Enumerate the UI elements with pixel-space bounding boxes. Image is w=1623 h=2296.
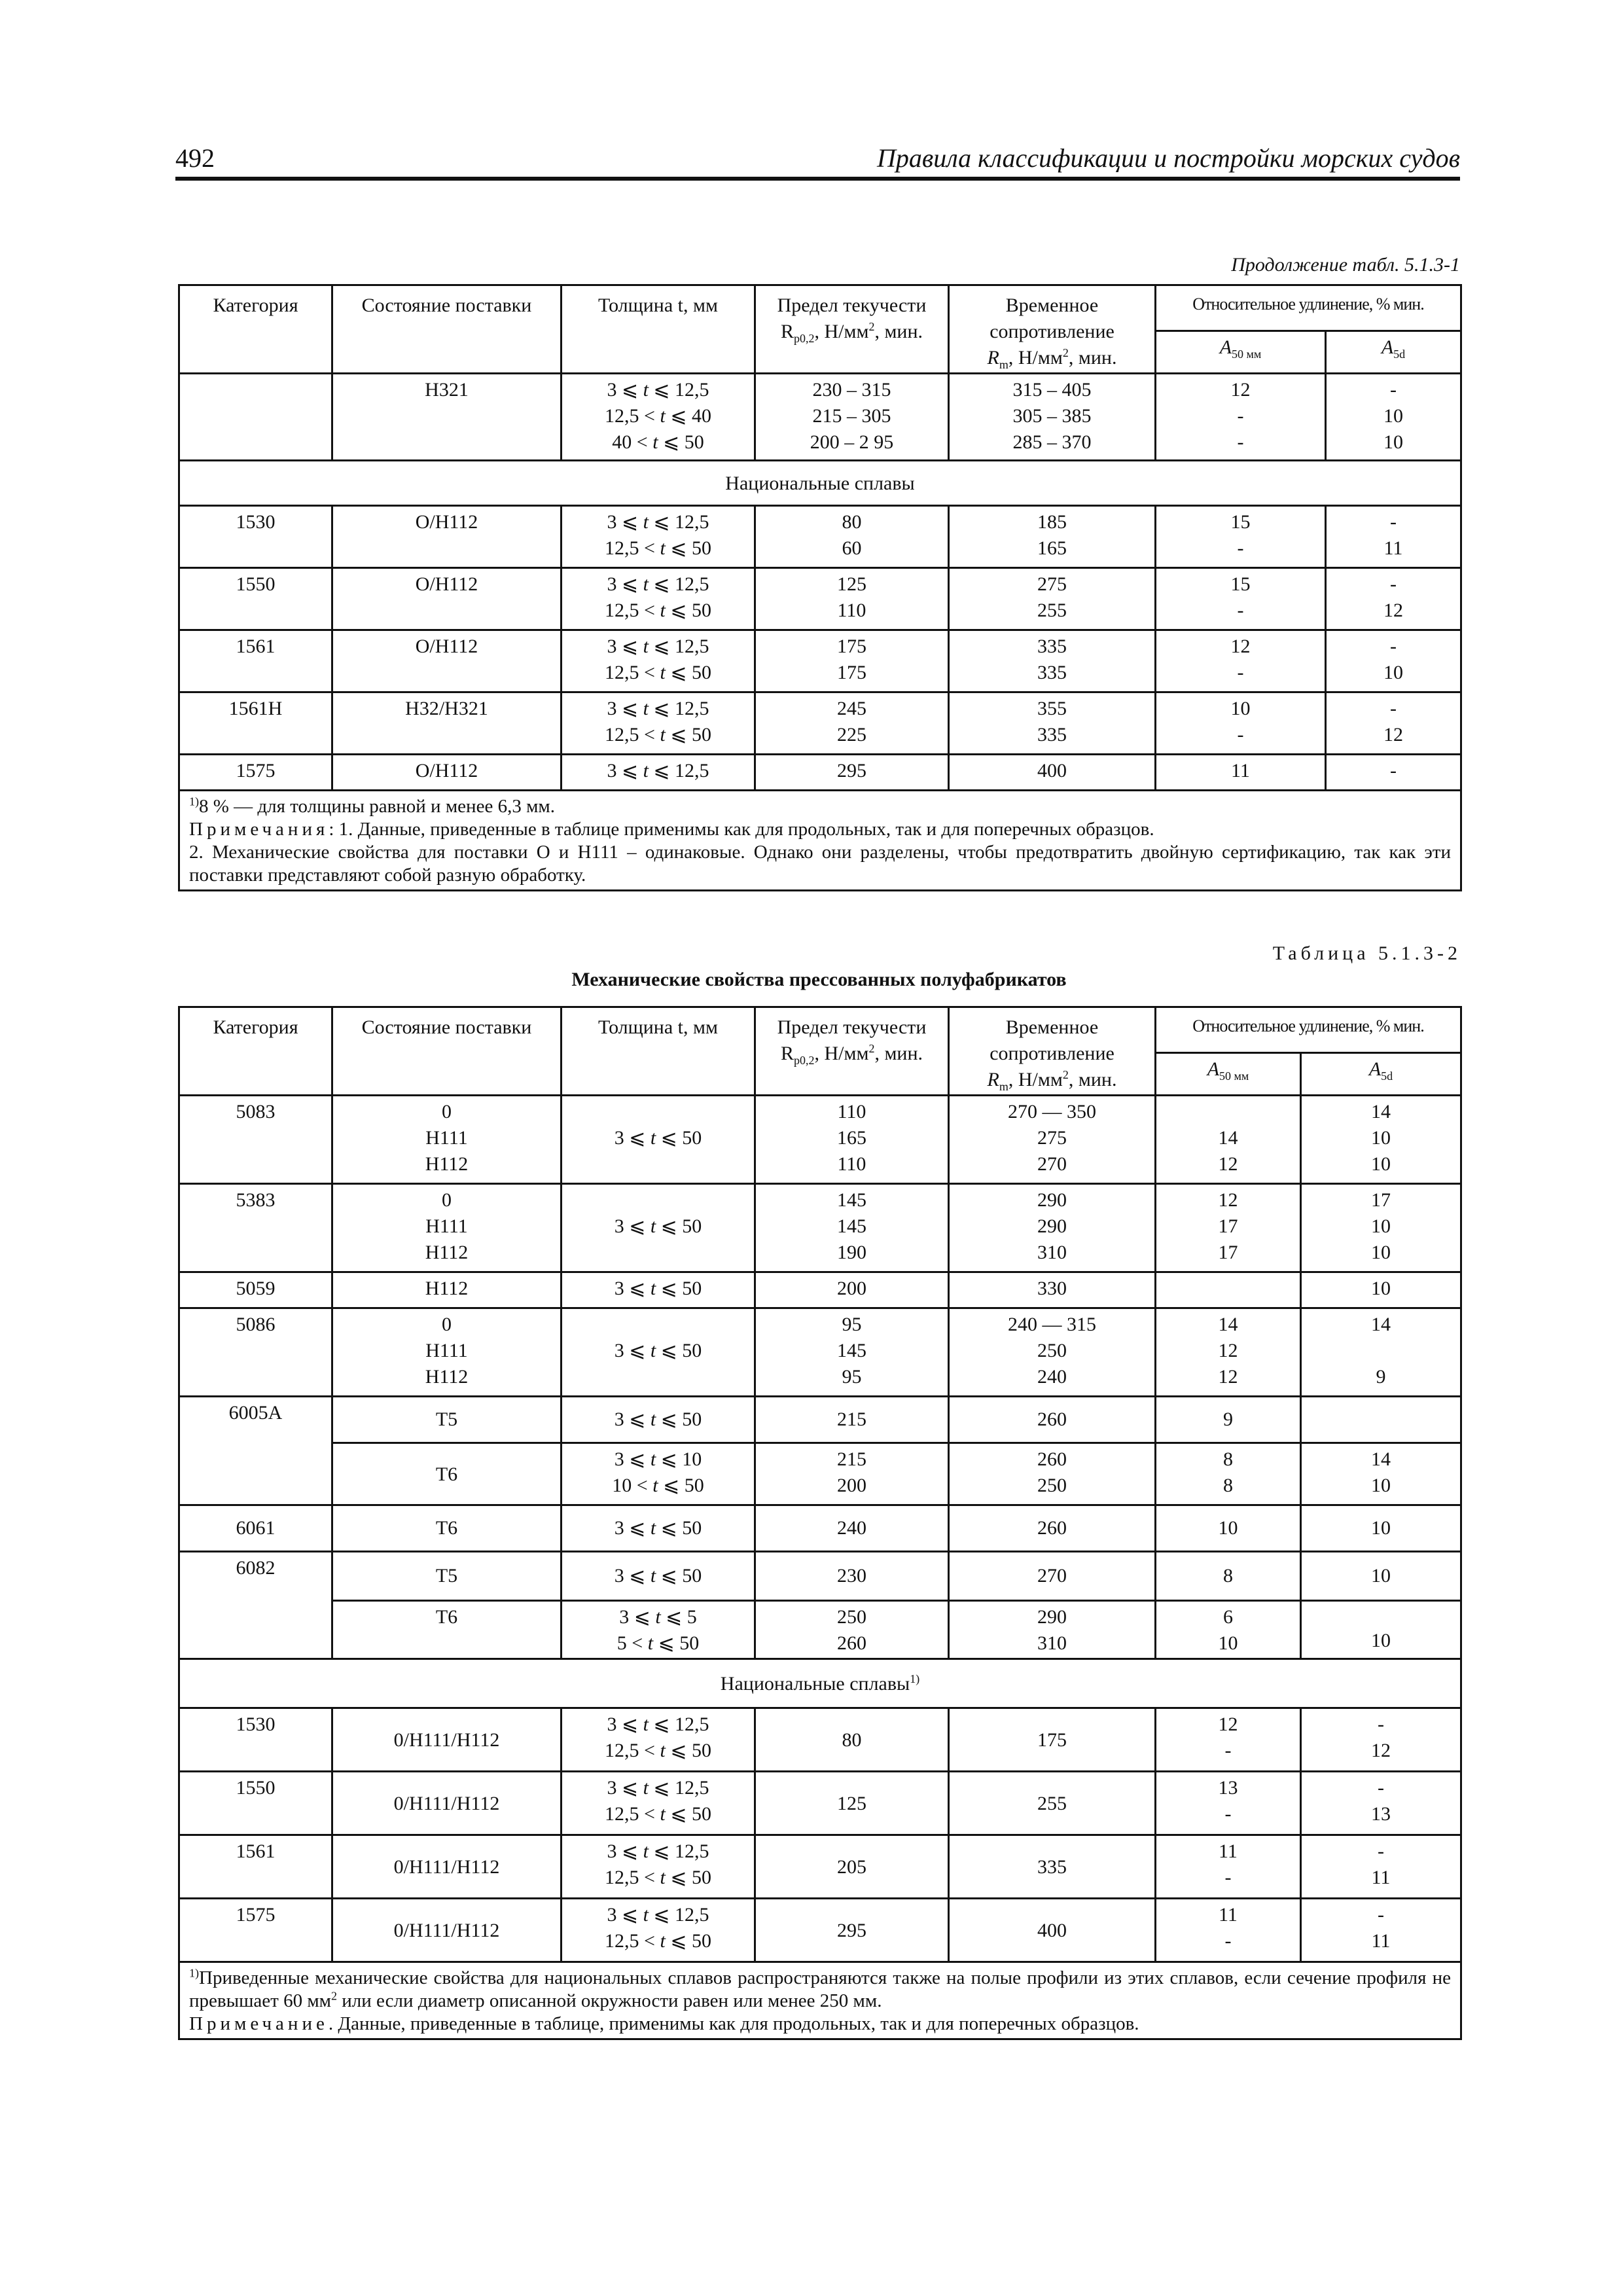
category-cell: 5383 xyxy=(179,1184,332,1272)
tensile-cell: 175 xyxy=(949,1708,1156,1772)
yield-cell: 295 xyxy=(755,1899,949,1962)
category-cell: 5059 xyxy=(179,1272,332,1308)
table1-note2: 2. Механические свойства для поставки О и Н111 – одинаковые. Однако они разделены, чтобы предотвратить двойную сертификацию, так как эти поставки представляют собой разную обработку. xyxy=(189,842,1451,886)
category-cell: 5083 xyxy=(179,1096,332,1184)
thickness-cell: 3 ⩽ t ⩽ 12,5 12,5 < t ⩽ 50 xyxy=(562,1708,755,1772)
table2-note-label: Примечание xyxy=(189,2013,329,2034)
tensile-cell: 260 xyxy=(949,1505,1156,1552)
table-5-1-3-1-continued xyxy=(178,284,1462,891)
a50-cell: 8 xyxy=(1156,1552,1301,1601)
state-cell: T6 xyxy=(332,1443,562,1505)
a50-cell: 15 - xyxy=(1156,568,1326,630)
table-row xyxy=(179,692,1461,755)
col-thickness: Толщина t, мм xyxy=(562,1007,755,1096)
a50-cell: 10 xyxy=(1156,1505,1301,1552)
a50-cell: 12 17 17 xyxy=(1156,1184,1301,1272)
thickness-cell: 3 ⩽ t ⩽ 12,5 xyxy=(562,755,755,791)
table-row-6005a-t6 xyxy=(179,1443,1461,1505)
yield-cell: 175 175 xyxy=(755,630,949,692)
tensile-cell: 185 165 xyxy=(949,506,1156,568)
a50-cell xyxy=(1156,1272,1301,1308)
thickness-cell: 3 ⩽ t ⩽ 12,5 12,5 < t ⩽ 50 xyxy=(562,1835,755,1899)
thickness-cell: 3 ⩽ t ⩽ 12,5 12,5 < t ⩽ 50 xyxy=(562,568,755,630)
table-row xyxy=(179,1184,1461,1272)
a50-cell: 14 12 12 xyxy=(1156,1308,1301,1397)
col-thickness: Толщина t, мм xyxy=(562,285,755,374)
table1-notes-row xyxy=(179,791,1461,891)
thickness-cell: 3 ⩽ t ⩽ 50 xyxy=(562,1308,755,1397)
tensile-cell: 335 335 xyxy=(949,630,1156,692)
a5d-cell: - 12 xyxy=(1326,692,1461,755)
section-heading: Национальные сплавы xyxy=(179,461,1461,506)
thickness-cell: 3 ⩽ t ⩽ 12,5 12,5 < t ⩽ 50 xyxy=(562,630,755,692)
section-row xyxy=(179,1659,1461,1708)
yield-cell: 240 xyxy=(755,1505,949,1552)
table1-continuation-label: Продолжение табл. 5.1.3-1 xyxy=(1231,254,1460,276)
col-elongation: Относительное удлинение, % мин. xyxy=(1156,1007,1461,1053)
thickness-cell: 3 ⩽ t ⩽ 10 10 < t ⩽ 50 xyxy=(562,1443,755,1505)
table2-footnote: Приведенные механические свойства для национальных сплавов распространяются также на полые профили из этих сплавов, если сечение профиля не превышает 60 мм xyxy=(189,1967,1451,2011)
thickness-cell: 3 ⩽ t ⩽ 12,5 12,5 < t ⩽ 50 xyxy=(562,692,755,755)
col-category: Категория xyxy=(179,1007,332,1096)
a5d-cell: - xyxy=(1326,755,1461,791)
tensile-cell: 270 — 350 275 270 xyxy=(949,1096,1156,1184)
table1-notes: $^{1)}$8 % — для толщины равной и менее 6,3 мм. Примечания: 1. Данные, приведенные в таблице применимы как для продольных, так и для поперечных образцов. 2. Механические свойства для поставки О и Н111 – одинаковые. Однако они разделены, чтобы предотвратить двойную сертификацию, так как эти поставки представляют собой разную обработку. xyxy=(179,791,1461,891)
table-row xyxy=(179,1835,1461,1899)
table-row xyxy=(179,1708,1461,1772)
a5d-cell: - 12 xyxy=(1326,568,1461,630)
table-row xyxy=(179,755,1461,791)
table-row-6082-t6 xyxy=(179,1601,1461,1659)
table-row xyxy=(179,630,1461,692)
a5d-cell: 14 9 xyxy=(1301,1308,1461,1397)
a5d-cell xyxy=(1301,1397,1461,1443)
state-cell: O/H112 xyxy=(332,755,562,791)
table-row xyxy=(179,1899,1461,1962)
col-state: Состояние поставки xyxy=(332,1007,562,1096)
yield-cell: 145 145 190 xyxy=(755,1184,949,1272)
a5d-cell: - 11 xyxy=(1326,506,1461,568)
col-yield: Предел текучести $R_{p0,2}$, $Н/мм^2$, мин. xyxy=(755,285,949,374)
state-cell: 0 H111 H112 xyxy=(332,1096,562,1184)
a5d-cell: - 11 xyxy=(1301,1835,1461,1899)
header-row xyxy=(179,1007,1461,1053)
a5d-cell: 14 10 xyxy=(1301,1443,1461,1505)
category-cell: 1550 xyxy=(179,1772,332,1835)
a5d-cell: - 10 xyxy=(1326,630,1461,692)
col-elongation: Относительное удлинение, % мин. xyxy=(1156,285,1461,331)
header-row xyxy=(179,285,1461,331)
table-row xyxy=(179,1096,1461,1184)
yield-cell: 200 xyxy=(755,1272,949,1308)
a50-cell: 8 8 xyxy=(1156,1443,1301,1505)
tensile-cell: 355 335 xyxy=(949,692,1156,755)
tensile-cell: 335 xyxy=(949,1835,1156,1899)
yield-cell: 250 260 xyxy=(755,1601,949,1659)
a50-cell: 14 12 xyxy=(1156,1096,1301,1184)
yield-cell: 215 200 xyxy=(755,1443,949,1505)
table-row-6082-t5 xyxy=(179,1552,1461,1601)
state-cell: T5 xyxy=(332,1552,562,1601)
table1-note1: : 1. Данные, приведенные в таблице применимы как для продольных, так и для поперечных образцов. xyxy=(329,819,1154,840)
state-cell: 0/H111/H112 xyxy=(332,1835,562,1899)
state-cell: H321 xyxy=(332,374,562,461)
thickness-cell: 3 ⩽ t ⩽ 5 5 < t ⩽ 50 xyxy=(562,1601,755,1659)
table1-footnote: 8 % — для толщины равной и менее 6,3 мм. xyxy=(199,796,556,817)
a50-cell: 12 - xyxy=(1156,1708,1301,1772)
table2-note: . Данные, приведенные в таблице, применимы как для продольных, так и для поперечных образцов. xyxy=(328,2013,1139,2034)
col-a5d: $A_{5d}$ xyxy=(1326,331,1461,374)
yield-cell: 205 xyxy=(755,1835,949,1899)
col-a5d: $A_{5d}$ xyxy=(1301,1053,1461,1096)
table2-title: Механические свойства прессованных полуфабрикатов xyxy=(571,969,1067,990)
tensile-cell: 290 290 310 xyxy=(949,1184,1156,1272)
tensile-cell: 240 — 315 250 240 xyxy=(949,1308,1156,1397)
category-cell: 5086 xyxy=(179,1308,332,1397)
a50-cell: 10 - xyxy=(1156,692,1326,755)
thickness-cell: 3 ⩽ t ⩽ 50 xyxy=(562,1505,755,1552)
yield-cell: 80 xyxy=(755,1708,949,1772)
table2-notes: $^{1)}$Приведенные механические свойства для национальных сплавов распространяются также на полые профили из этих сплавов, если сечение профиля не превышает 60 $мм^2$ или если диаметр описанной окружности равен или менее 250 мм. Примечание. Данные, приведенные в таблице, применимы как для продольных, так и для поперечных образцов. xyxy=(179,1962,1461,2039)
state-cell: 0 H111 H112 xyxy=(332,1308,562,1397)
col-tensile: Временное сопротивление $R_m$, $Н/мм^2$, мин. xyxy=(949,285,1156,374)
yield-cell: 125 110 xyxy=(755,568,949,630)
a50-cell: 12 - - xyxy=(1156,374,1326,461)
running-title: Правила классификации и постройки морских судов xyxy=(876,143,1460,173)
table-row-6005a-t5 xyxy=(179,1397,1461,1443)
col-state xyxy=(332,285,562,374)
a5d-cell: - 13 xyxy=(1301,1772,1461,1835)
a5d-cell: - 10 10 xyxy=(1326,374,1461,461)
state-cell: O/H112 xyxy=(332,568,562,630)
state-cell: T6 xyxy=(332,1505,562,1552)
a5d-cell: 10 xyxy=(1301,1505,1461,1552)
thickness-cell: 3 ⩽ t ⩽ 50 xyxy=(562,1184,755,1272)
category-cell: 1530 xyxy=(179,506,332,568)
tensile-cell: 400 xyxy=(949,755,1156,791)
yield-cell: 245 225 xyxy=(755,692,949,755)
tensile-cell: 255 xyxy=(949,1772,1156,1835)
a5d-cell: 10 xyxy=(1301,1601,1461,1659)
yield-cell: 215 xyxy=(755,1397,949,1443)
yield-cell: 95 145 95 xyxy=(755,1308,949,1397)
a50-cell: 12 - xyxy=(1156,630,1326,692)
state-cell: 0/H111/H112 xyxy=(332,1772,562,1835)
state-cell: O/H112 xyxy=(332,506,562,568)
thickness-cell: 3 ⩽ t ⩽ 50 xyxy=(562,1397,755,1443)
page-number: 492 xyxy=(175,143,215,173)
tensile-cell: 315 – 405 305 – 385 285 – 370 xyxy=(949,374,1156,461)
table-row xyxy=(179,1272,1461,1308)
table-row xyxy=(179,1308,1461,1397)
tensile-cell: 330 xyxy=(949,1272,1156,1308)
yield-cell: 125 xyxy=(755,1772,949,1835)
category-cell: 1550 xyxy=(179,568,332,630)
col-state-label: Состояние поставки xyxy=(361,295,532,316)
col-a50: $A_{50 мм}$ xyxy=(1156,331,1326,374)
tensile-cell: 270 xyxy=(949,1552,1156,1601)
state-cell: T5 xyxy=(332,1397,562,1443)
category-cell: 1530 xyxy=(179,1708,332,1772)
category-cell: 1561Н xyxy=(179,692,332,755)
state-cell: 0/H111/H112 xyxy=(332,1899,562,1962)
table1-note-label: Примечания xyxy=(189,819,329,840)
section-heading: Национальные сплавы$^{1)}$ xyxy=(179,1659,1461,1708)
table-row xyxy=(179,568,1461,630)
tensile-cell: 400 xyxy=(949,1899,1156,1962)
table2-notes-row xyxy=(179,1962,1461,2039)
col-tensile: Временное сопротивление $R_m$, $Н/мм^2$, мин. xyxy=(949,1007,1156,1096)
a5d-cell: 17 10 10 xyxy=(1301,1184,1461,1272)
table-row xyxy=(179,506,1461,568)
thickness-cell: 3 ⩽ t ⩽ 12,5 12,5 < t ⩽ 50 xyxy=(562,1772,755,1835)
a5d-cell: - 12 xyxy=(1301,1708,1461,1772)
tensile-cell: 260 xyxy=(949,1397,1156,1443)
a5d-cell: - 11 xyxy=(1301,1899,1461,1962)
yield-cell: 110 165 110 xyxy=(755,1096,949,1184)
table-5-1-3-2 xyxy=(178,1006,1462,2040)
yield-cell: 80 60 xyxy=(755,506,949,568)
a50-cell: 6 10 xyxy=(1156,1601,1301,1659)
state-cell: 0 H111 H112 xyxy=(332,1184,562,1272)
thickness-cell: 3 ⩽ t ⩽ 50 xyxy=(562,1272,755,1308)
state-cell: O/H112 xyxy=(332,630,562,692)
category-cell: 6005A xyxy=(179,1397,332,1505)
thickness-cell: 3 ⩽ t ⩽ 12,5 12,5 < t ⩽ 40 40 < t ⩽ 50 xyxy=(562,374,755,461)
state-cell: H32/H321 xyxy=(332,692,562,755)
thickness-cell: 3 ⩽ t ⩽ 50 xyxy=(562,1096,755,1184)
category-cell: 6061 xyxy=(179,1505,332,1552)
yield-cell: 295 xyxy=(755,755,949,791)
a50-cell: 9 xyxy=(1156,1397,1301,1443)
page-header xyxy=(175,143,1460,181)
col-category: Категория xyxy=(179,285,332,374)
category-cell xyxy=(179,374,332,461)
a5d-cell: 14 10 10 xyxy=(1301,1096,1461,1184)
state-cell: 0/H111/H112 xyxy=(332,1708,562,1772)
col-a50: $A_{50 мм}$ xyxy=(1156,1053,1301,1096)
tensile-cell: 275 255 xyxy=(949,568,1156,630)
col-yield: Предел текучести $R_{p0,2}$, $Н/мм^2$, мин. xyxy=(755,1007,949,1096)
category-cell: 1575 xyxy=(179,1899,332,1962)
category-cell: 1561 xyxy=(179,1835,332,1899)
a50-cell: 11 - xyxy=(1156,1899,1301,1962)
category-cell: 1575 xyxy=(179,755,332,791)
a50-cell: 11 - xyxy=(1156,1835,1301,1899)
table-row xyxy=(179,374,1461,461)
yield-cell: 230 xyxy=(755,1552,949,1601)
tensile-cell: 290 310 xyxy=(949,1601,1156,1659)
state-cell: H112 xyxy=(332,1272,562,1308)
thickness-cell: 3 ⩽ t ⩽ 12,5 12,5 < t ⩽ 50 xyxy=(562,506,755,568)
a5d-cell: 10 xyxy=(1301,1552,1461,1601)
header-rule xyxy=(175,177,1460,181)
yield-cell: 230 – 315 215 – 305 200 – 2 95 xyxy=(755,374,949,461)
a50-cell: 13 - xyxy=(1156,1772,1301,1835)
section-row xyxy=(179,461,1461,506)
a50-cell: 11 xyxy=(1156,755,1326,791)
thickness-cell: 3 ⩽ t ⩽ 50 xyxy=(562,1552,755,1601)
category-cell: 6082 xyxy=(179,1552,332,1659)
state-cell: T6 xyxy=(332,1601,562,1659)
thickness-cell: 3 ⩽ t ⩽ 12,5 12,5 < t ⩽ 50 xyxy=(562,1899,755,1962)
table-row-6061 xyxy=(179,1505,1461,1552)
table-row xyxy=(179,1772,1461,1835)
table2-label: Таблица 5.1.3-2 xyxy=(1272,942,1461,964)
category-cell: 1561 xyxy=(179,630,332,692)
a5d-cell: 10 xyxy=(1301,1272,1461,1308)
a50-cell: 15 - xyxy=(1156,506,1326,568)
tensile-cell: 260 250 xyxy=(949,1443,1156,1505)
